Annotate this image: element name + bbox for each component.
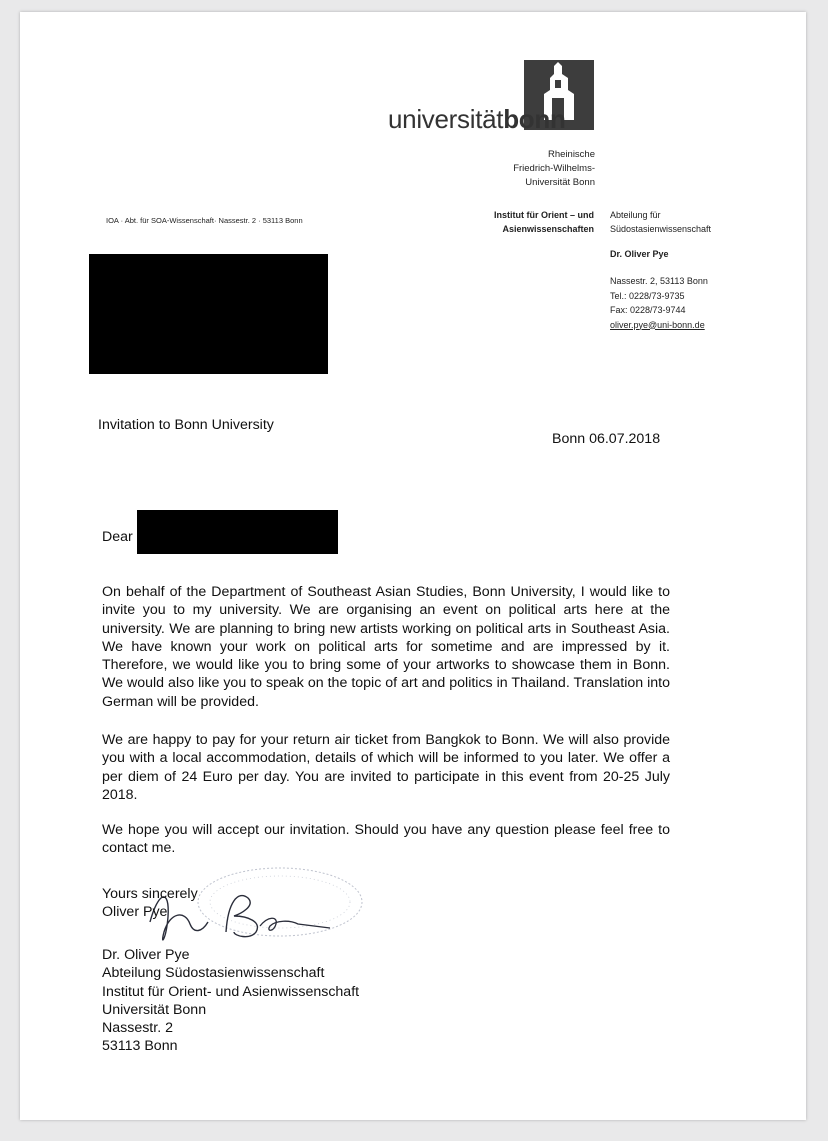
university-full-name (450, 148, 595, 190)
university-logo-text (388, 104, 598, 135)
signature-line: Nassestr. 2 (102, 1020, 173, 1037)
contact-address: Nassestr. 2, 53113 Bonn (610, 276, 708, 286)
body-paragraph: We hope you will accept our invitation. Should you have any question please feel free to contact me. (102, 822, 670, 857)
signature-line: Dr. Oliver Pye (102, 947, 190, 963)
signature-line: Universität Bonn (102, 1001, 207, 1018)
body-paragraph: On behalf of the Department of Southeast Asian Studies, Bonn University, I would like to invite you to my university. We are organising an event on political arts here at the university. We are planning to bring new artists working on political arts in Southeast Asia. We have known your work on political arts for sometime and are impressed by it. Therefore, we would like you to bring some of your artworks to showcase them in Bonn. We would also like you to speak on the topic of art and politics in Thailand. Translation into German will be provided. (102, 584, 670, 710)
logo-word-universitaet: universität (388, 104, 504, 134)
signature-line: Institut für Orient- und Asienwissenschaft (102, 983, 360, 1000)
contact-phone: Tel.: 0228/73-9735 (610, 290, 685, 301)
signature-line: 53113 Bonn (102, 1038, 178, 1055)
recipient-name-redaction (137, 510, 338, 554)
recipient-address-redaction (89, 254, 328, 374)
professor-name: Dr. Oliver Pye (610, 249, 669, 259)
contact-fax: Fax: 0228/73-9744 (610, 305, 686, 315)
signature-line: Abteilung Südostasienwissenschaft (102, 965, 325, 982)
signature-block (102, 946, 359, 1056)
salutation: Dear (102, 529, 133, 545)
department-line: Abteilung für (610, 210, 661, 220)
institute-line: Institut für Orient – und (494, 210, 594, 220)
department-line: Südostasienwissenschaft (610, 224, 712, 234)
letter-date: Bonn 06.07.2018 (552, 431, 661, 447)
institute-name (450, 208, 594, 236)
closing-name: Oliver Pye (102, 904, 168, 921)
body-paragraph: We are happy to pay for your return air ticket from Bangkok to Bonn. We will also provide you with a local accommodation, details of which will be informed to you later. We offer a per diem of 24 Euro per day. You are invited to participate in this event from 20-25 July 2018. (102, 732, 670, 803)
uni-name-line: Friedrich-Wilhelms- (513, 163, 595, 174)
uni-name-line: Rheinische (548, 149, 595, 160)
uni-name-line: Universität Bonn (525, 177, 595, 188)
closing-block (102, 885, 198, 922)
department-name (610, 208, 790, 236)
sender-return-address: IOA · Abt. für SOA-Wissenschaft· Nassestr. 2 · 53113 Bonn (106, 216, 303, 225)
closing-line: Yours sincerely (102, 886, 198, 902)
contact-details (610, 274, 708, 332)
institute-line: Asienwissenschaften (502, 224, 594, 234)
logo-word-bonn: bonn (503, 104, 566, 134)
letter-subject: Invitation to Bonn University (98, 417, 274, 433)
contact-email-link[interactable]: oliver.pye@uni-bonn.de (610, 319, 705, 330)
